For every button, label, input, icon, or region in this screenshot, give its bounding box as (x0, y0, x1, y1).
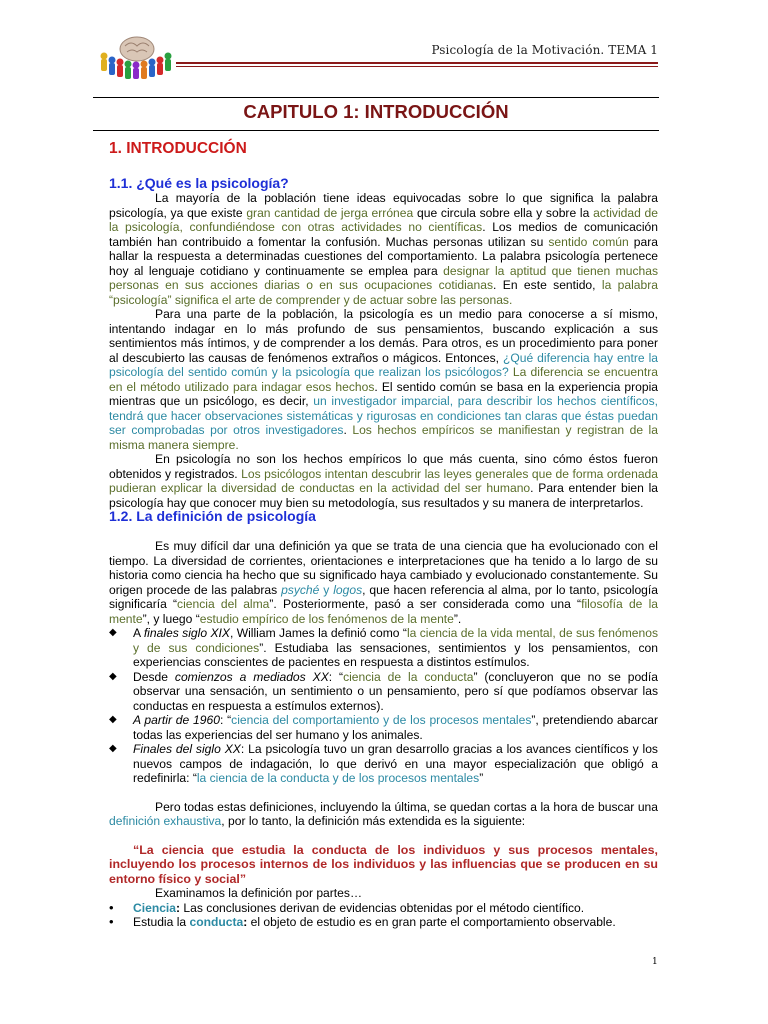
text-run: La mayoría de la población tiene ideas equivocadas sobre lo que significa la palabra psicología, ya que existe (109, 191, 658, 220)
text-run: el objeto de estudio es en gran parte el comportamiento observable. (250, 915, 616, 930)
title-rule-top (93, 97, 659, 98)
highlight-text: La diferencia se encuentra en el método utilizado para indagar esos hechos (109, 365, 658, 394)
text-run: , que hacen referencia al alma, por lo tanto, psicología significaría “ (109, 582, 658, 611)
list-item (109, 670, 658, 714)
list-item (109, 901, 658, 916)
highlight-term: psyché (281, 582, 320, 597)
highlight-text: ciencia de la conducta (343, 669, 474, 684)
highlight-text: Los hechos empíricos se manifiestan y registran de la misma manera siempre. (109, 423, 658, 452)
text-run: ”. Posteriormente, pasó a ser considerada como una “ (269, 597, 582, 611)
highlight-text: actividad de la psicología, confundiéndose con otras actividades no científicas (109, 205, 659, 234)
text-run: ”. Estudiaba las sensaciones, sentimientos y los pensamientos, con experiencias conscientes de pacientes en respuesta a distintos estímulos. (133, 640, 658, 669)
subsection-heading-1-1: 1.1. ¿Qué es la psicología? (109, 175, 289, 191)
text-run: A (133, 626, 144, 640)
text-run: : (243, 915, 251, 930)
diamond-bullet-icon: ◆ (109, 714, 117, 725)
paragraph (109, 307, 658, 452)
period-label: A partir de 1960 (133, 713, 220, 727)
highlight-text: ciencia del alma (177, 597, 270, 611)
text-run: Las conclusiones derivan de evidencias obtenidas por el método científico. (183, 900, 585, 915)
text-run: , por lo tanto, la definición más extendida es la siguiente: (221, 814, 526, 828)
period-label: comienzos a mediados XX (174, 669, 329, 684)
section-heading: 1. INTRODUCCIÓN (109, 140, 247, 157)
period-label: Finales del siglo XX (133, 742, 241, 756)
text-run: : “ (328, 669, 344, 684)
title-rule-bottom (93, 130, 659, 131)
subsection-heading-1-2: 1.2. La definición de psicología (109, 508, 316, 524)
highlight-text: filosofía de la mente (109, 597, 658, 626)
list-item (109, 626, 658, 670)
text-run: Pero todas estas definiciones, incluyendo la última, se quedan cortas a la hora de buscar una (155, 799, 658, 814)
highlight-text: un investigador imparcial, para describir los hechos científicos, tendrá que hacer observaciones sistemáticas y rigurosas en condiciones tan claras que éstas puedan ser comprobadas por otros investigadores (109, 394, 658, 437)
bullet-dot-icon: • (109, 914, 114, 930)
paragraph (109, 191, 658, 307)
text-run: : “ (219, 713, 232, 727)
text-run: ”. (453, 611, 462, 626)
text-run: : La psicología tuvo un gran desarrollo gracias a los avances científicos y los nuevos campos de indagación, lo que derivó en una mayor especialización que obligó a redefinirla: “ (133, 742, 658, 785)
text-run: ” (concluyeron que no se podía observar una sensación, un sentimiento o un pensamiento, pero sí que podíamos observar las conductas en respuesta a estímulos externos). (133, 669, 658, 713)
text-run: para hallar la respuesta a determinadas cuestiones del comportamiento. La palabra psicología pertenece hoy al lenguaje cotidiano y continuamente se emplea para (109, 234, 658, 278)
highlight-text: estudio empírico de los fenómenos de la mente (199, 611, 454, 626)
period-label: finales siglo XIX (143, 626, 230, 640)
highlight-text: la palabra “psicología” significa el arte de comprender y de actuar sobre las personas. (109, 278, 659, 307)
text-run: . El sentido común se basa en la experiencia propia mientras que un psicólogo, es decir, (109, 379, 659, 408)
text-run: En psicología no son los hechos empíricos lo que más cuenta, sino cómo éstos fueron obtenidos y registrados. (109, 452, 658, 481)
definition-quote: “La ciencia que estudia la conducta de los individuos y sus procesos mentales, incluyendo los procesos internos de los individuos y las influencias que se producen en su entorno físico y social” (109, 842, 658, 886)
highlight-term: logos (333, 582, 363, 597)
text-run: . Para entender bien la psicología hay que conocer muy bien su metodología, sus resultados y su manera de interpretarlos. (109, 481, 659, 510)
bullet-dot-icon: • (109, 899, 114, 915)
term-label: conducta (189, 915, 244, 930)
diamond-bullet-icon: ◆ (109, 743, 117, 754)
text-run: ” (479, 771, 484, 785)
text-run: Es muy difícil dar una definición ya que se trata de una ciencia que ha evolucionado con el tiempo. La diversidad de corrientes, orientaciones e interpretaciones que ha tenido a lo largo de su historia como ciencia ha hecho que su significado haya cambiado y evolucionado constantemente. Su origen procede de las palabras (109, 539, 658, 597)
highlight-text: gran cantidad de jerga errónea (246, 205, 414, 220)
highlight-text: la ciencia de la conducta y de los procesos mentales (196, 771, 480, 785)
text-run: . (343, 423, 353, 437)
diamond-bullet-icon: ◆ (109, 670, 117, 682)
highlight-text: la ciencia de la vida mental, de sus fenómenos y de sus condiciones (133, 626, 659, 655)
text-run: . Los medios de comunicación también han contribuido a fomentar la confusión. Muchas personas utilizan su (109, 220, 658, 249)
highlight-text: designar la aptitud que tienen muchas personas en sus acciones diarias o en sus ocupaciones cotidianas (109, 263, 659, 292)
text-run: ”, y luego “ (142, 611, 200, 626)
paragraph (109, 452, 658, 510)
running-header: Psicología de la Motivación. TEMA 1 (431, 43, 658, 57)
text-run: ”, pretendiendo abarcar todas las experiencias del ser humano y los animales. (133, 713, 659, 742)
text-run: : (176, 900, 184, 915)
paragraph: Examinamos la definición por partes… (155, 886, 363, 901)
term-label: Ciencia (133, 900, 177, 915)
highlight-question: ¿Qué diferencia hay entre la psicología del sentido común y la psicología que realizan los psicólogos? (109, 350, 658, 379)
logo-brain-people (98, 34, 176, 80)
list-item (109, 915, 658, 930)
highlight-text: definición exhaustiva (109, 814, 222, 828)
highlight-term: y (319, 582, 334, 597)
highlight-text: Los psicólogos intentan descubrir las leyes generales que de forma ordenada pudieran explicar la diversidad de conductas en la actividad del ser humano (109, 466, 658, 495)
header-rule-thin (176, 66, 658, 67)
text-run: . En este sentido, (493, 278, 602, 292)
header-rule (176, 62, 658, 64)
list-item (109, 713, 658, 742)
text-run: Para una parte de la población, la psicología es un medio para conocerse a sí mismo, intentando indagar en lo más profundo de sus pensamientos, buscando explicación a sus sentimientos más íntimos, y de comprender a los demás. Para otros, es un procedimiento para poner al descubierto las causas de fenómenos extraños o mágicos. Entonces, (109, 307, 658, 365)
text-run: Desde (133, 669, 175, 684)
text-run: , William James la definió como “ (229, 626, 407, 640)
paragraph (109, 539, 658, 626)
text-run: que circula sobre ella y sobre la (413, 205, 594, 220)
section-1-1-body (109, 191, 658, 510)
list-item (109, 742, 658, 786)
text-run: Estudia la (133, 915, 190, 930)
section-1-2-body (109, 539, 658, 930)
highlight-text: sentido común (548, 234, 629, 249)
paragraph (109, 800, 658, 829)
chapter-title: CAPITULO 1: INTRODUCCIÓN (243, 101, 509, 122)
diamond-bullet-icon: ◆ (109, 627, 117, 638)
page-number: 1 (652, 957, 658, 967)
highlight-text: ciencia del comportamiento y de los procesos mentales (231, 713, 532, 727)
